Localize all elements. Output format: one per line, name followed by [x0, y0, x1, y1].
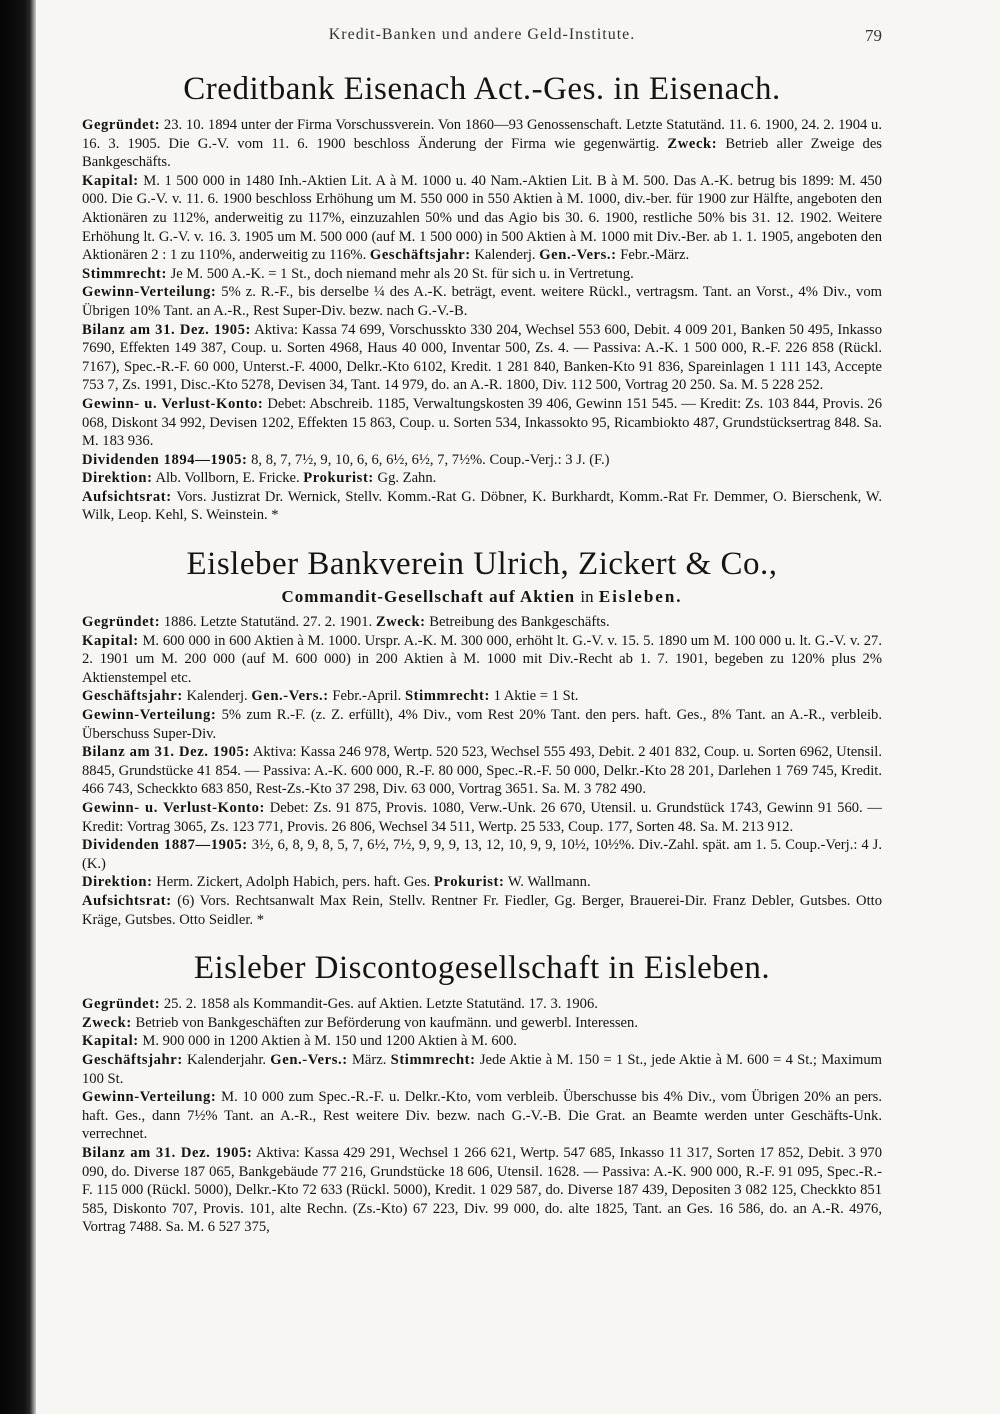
company-subtitle [82, 587, 882, 607]
field-value: 1 Aktie = 1 St. [493, 688, 579, 705]
field-value: 3½, 6, 8, 9, 8, 5, 7, 6½, 7½, 9, 9, 9, 13, 12, 10, 9, 9, 10½, 10½%. Div.-Zahl. spät. am 1. 5. Coup.-Verj.: 4 J. (K.) [82, 837, 882, 872]
entries-list [82, 68, 882, 1237]
entry-paragraph [82, 172, 882, 265]
field-key: Gewinn-Verteilung: [82, 284, 217, 301]
field-key: Gegründet: [82, 117, 161, 133]
page-number: 79 [865, 26, 882, 45]
field-key: Dividenden 1894—1905: [82, 451, 248, 468]
field-key: Aufsichtsrat: [82, 892, 172, 909]
field-key: Bilanz am 31. Dez. 1905: [82, 321, 252, 338]
field-key: Gegründet: [82, 614, 161, 631]
field-key: Gewinn- u. Verlust-Konto: [82, 800, 265, 816]
field-value: M. 900 000 in 1200 Aktien à M. 150 und 1200 Aktien à M. 600. [142, 1033, 517, 1050]
entry-paragraph [82, 995, 882, 1014]
field-key: Dividenden 1887—1905: [82, 837, 248, 854]
field-value: Betrieb von Bankgeschäften zur Beförderung von kaufmänn. und gewerbl. Interessen. [135, 1014, 638, 1031]
company-entry [82, 68, 882, 525]
entry-paragraph [82, 836, 882, 873]
field-value: Vors. Justizrat Dr. Wernick, Stellv. Komm.-Rat G. Döbner, K. Burkhardt, Komm.-Rat Fr. Demmer, O. Bierschenk, W. Wilk, Leop. Kehl, S. Weinstein. * [82, 488, 882, 524]
field-value: Je M. 500 A.-K. = 1 St., doch niemand mehr als 20 St. für sich u. in Vertretung. [170, 265, 634, 282]
field-value: März. [351, 1051, 387, 1068]
field-key: Stimmrecht: [82, 265, 167, 282]
entry-paragraph [82, 395, 882, 451]
field-key: Geschäftsjahr: [82, 1051, 183, 1068]
field-value: M. 600 000 in 600 Aktien à M. 1000. Urspr. A.-K. M. 300 000, erhöht lt. G.-V. v. 15. 5. 1890 um M. 100 000 u. lt. G.-V. v. 27. 2. 1901 um M. 200 000 (auf M. 600 000) in 200 Aktien à M. 1000 mit Div.-Recht ab 1. 7. 1901, begeben zu 120% plus 2% Aktienstempel etc. [82, 632, 882, 686]
field-value: M. 10 000 zum Spec.-R.-F. u. Delkr.-Kto, vom verbleib. Überschusse bis 4% Div., vom Übrigen 20% an pers. haft. Ges., dann 7½% Tant. an A.-R., Rest weitere Div. bezw. nach G.-V.-B. Die Grat. an Beamte werden unter Geschäfts-Unk. verrechnet. [82, 1089, 882, 1143]
field-key: Geschäftsjahr: [369, 247, 471, 264]
field-value: Debet: Zs. 91 875, Provis. 1080, Verw.-Unk. 26 670, Utensil. u. Grundstück 1743, Gewinn 91 560. — Kredit: Vortrag 3065, Zs. 123 771, Provis. 26 806, Wechsel 34 511, Wertp. 25 533, Coup. 177, Sorten 48. Sa. M. 213 912. [82, 800, 882, 835]
field-key: Geschäftsjahr: [82, 688, 183, 705]
field-value: Betreibung des Bankgeschäfts. [429, 614, 610, 631]
entry-paragraph [82, 1032, 882, 1051]
field-key: Bilanz am 31. Dez. 1905: [82, 1144, 253, 1161]
field-value: 25. 2. 1858 als Kommandit-Ges. auf Aktien. Letzte Statutänd. 17. 3. 1906. [163, 996, 598, 1013]
entry-paragraph [82, 116, 882, 172]
field-key: Kapital: [82, 632, 139, 649]
entry-paragraph [82, 451, 882, 470]
field-key: Bilanz am 31. Dez. 1905: [82, 744, 250, 761]
field-value: Jede Aktie à M. 150 = 1 St., jede Aktie à M. 600 = 4 St.; Maximum 100 St. [82, 1051, 882, 1087]
entry-paragraph [82, 283, 882, 320]
field-value: Gg. Zahn. [377, 470, 437, 487]
field-value: Kalenderj. [186, 688, 248, 705]
field-key: Zweck: [82, 1014, 132, 1031]
field-value: Kalenderjahr. [187, 1051, 267, 1068]
field-key: Direktion: [82, 874, 153, 891]
field-key: Prokurist: [433, 874, 505, 891]
field-key: Gewinn-Verteilung: [82, 707, 217, 724]
field-value: Aktiva: Kassa 246 978, Wertp. 520 523, Wechsel 555 493, Debit. 2 401 832, Coup. u. Sorten 6962, Utensil. 8845, Grundstücke 41 854. — Passiva: A.-K. 600 000, R.-F. 80 000, Spec.-R.-F. 50 000, Delkr.-Kto 28 201, Darlehen 1 769 745, Kredit. 466 743, Scheckkto 683 850, Rest-Zs.-Kto 37 298, Div. 63 000, Vortrag 3651. Sa. M. 3 782 490. [82, 744, 882, 798]
entry-paragraph [82, 1144, 882, 1237]
field-value: W. Wallmann. [507, 874, 591, 891]
field-key: Zweck: [375, 614, 426, 631]
field-value: Betrieb aller Zweige des Bankgeschäfts. [82, 135, 882, 171]
entry-paragraph [82, 892, 882, 929]
company-title: Eisleber Bankverein Ulrich, Zickert & Co., [186, 546, 778, 583]
field-value: Aktiva: Kassa 74 699, Vorschusskto 330 204, Wechsel 553 600, Debit. 4 009 201, Banken 50 495, Inkasso 7690, Effekten 149 387, Coup. u. Sorten 4968, Haus 40 000, Inventar 500, Zs. 4. — Passiva: A.-K. 1 500 000, R.-F. 226 858 (Rückl. 7167), Spec.-R.-F. 60 000, Unterst.-F. 4000, Delkr.-Kto 6102, Kredit. 1 281 840, Banken-Kto 91 836, Spareinlagen 1 111 143, Accepte 753 7, Zs. 1991, Disc.-Kto 5278, Devisen 34, Tant. 14 979, do. an A.-R. 1800, Div. 112 500, Vortrag 20 250. Sa. M. 5 228 252. [82, 321, 882, 394]
subtitle-place: Eisleben. [598, 587, 683, 607]
subtitle-main: Commandit-Gesellschaft auf Aktien [281, 587, 576, 607]
field-key: Stimmrecht: [390, 1051, 476, 1068]
field-value: 5% z. R.-F., bis derselbe ¼ des A.-K. beträgt, event. weitere Rückl., vertragsm. Tant. an Vorst., 4% Div., vom Übrigen 10% Tant. an A.-R., Rest Super-Div. bezw. nach G.-V.-B. [82, 284, 882, 319]
field-value: Febr.-April. [332, 688, 402, 705]
field-value: Herm. Zickert, Adolph Habich, pers. haft. Ges. [156, 874, 431, 891]
entry-paragraph [82, 488, 882, 525]
field-key: Stimmrecht: [404, 688, 490, 705]
entry-paragraph [82, 706, 882, 743]
field-key: Gen.-Vers.: [251, 688, 329, 705]
field-key: Direktion: [82, 470, 153, 487]
entry-paragraph [82, 687, 882, 706]
entry-paragraph [82, 1088, 882, 1144]
entry-paragraph [82, 321, 882, 395]
entry-paragraph [82, 743, 882, 799]
field-value: 5% zum R.-F. (z. Z. erfüllt), 4% Div., vom Rest 20% Tant. den pers. haft. Ges., 8% Tant. an A.-R., verbleib. Überschuss Super-Div. [82, 707, 882, 742]
subtitle-in: in [580, 587, 594, 607]
running-head [82, 26, 882, 50]
field-value: M. 1 500 000 in 1480 Inh.-Aktien Lit. A à M. 1000 u. 40 Nam.-Aktien Lit. B à M. 500. Das A.-K. betrug bis 1899: M. 450 000. Die G.-V. v. 11. 6. 1900 beschloss Erhöhung um M. 550 000 in 550 Aktien à M. 1000, div.-ber. für 1900 zur Hälfte, angeboten den Aktionären zu 112%, anderweitig zu 117%, einzuzahlen 50% und das Agio bis 30. 6. 1900, restliche 50% bis 31. 12. 1902. Weitere Erhöhung lt. G.-V. v. 16. 3. 1905 um M. 500 000 (auf M. 1 500 000) in 500 Aktien à M. 1000 mit Div.-Ber. ab 1. 1. 1905, angeboten den Aktionären 2 : 1 zu 110%, anderweitig zu 116%. [82, 172, 882, 264]
entry-paragraph [82, 469, 882, 488]
book-binding-shadow [0, 0, 36, 1414]
field-key: Prokurist: [303, 470, 374, 487]
company-entry [82, 947, 882, 1237]
company-title: Eisleber Discontogesellschaft in Eisleben. [193, 950, 771, 987]
running-title: Kredit-Banken und andere Geld-Institute. [328, 26, 636, 43]
field-value: Debet: Abschreib. 1185, Verwaltungskosten 39 406, Gewinn 151 545. — Kredit: Zs. 103 844, Provis. 26 068, Diskont 34 992, Devisen 1202, Effekten 15 863, Coup. u. Sorten 534, Inkassokto 95, Ricambiokto 487, Grundstücksertrag 848. Sa. M. 183 936. [82, 395, 882, 450]
entry-paragraph [82, 1051, 882, 1088]
field-value: Febr.-März. [620, 247, 690, 264]
field-key: Kapital: [82, 1033, 139, 1050]
field-key: Gen.-Vers.: [270, 1051, 348, 1068]
field-value: Alb. Vollborn, E. Fricke. [155, 470, 300, 487]
field-key: Gen.-Vers.: [539, 247, 617, 264]
entry-paragraph [82, 873, 882, 892]
field-value: Kalenderj. [474, 247, 536, 264]
entry-paragraph [82, 613, 882, 632]
field-value: Aktiva: Kassa 429 291, Wechsel 1 266 621, Wertp. 547 685, Inkasso 11 317, Sorten 17 852, Debit. 3 970 090, do. Diverse 187 065, Bankgebäude 77 216, Grundstücke 18 606, Utensil. 1628. — Passiva: A.-K. 900 000, R.-F. 91 095, Spec.-R.-F. 115 000 (Rückl. 5000), Delkr.-Kto 72 633 (Rückl. 5000), Kredit. 1 029 587, do. Diverse 187 439, Depositen 3 082 125, Checkkto 851 585, Diskonto 707, Provis. 101, alte Rechn. (Zs.-Kto) 67 223, Div. 99 000, do. alte 1825, Tant. an Ges. 16 586, do. an A.-R. 4976, Vortrag 7488. Sa. M. 6 527 375, [82, 1144, 882, 1236]
page [82, 26, 882, 1406]
field-value: 23. 10. 1894 unter der Firma Vorschussverein. Von 1860—93 Genossenschaft. Letzte Statutänd. 11. 6. 1900, 24. 2. 1904 u. 16. 3. 1905. Die G.-V. vom 11. 6. 1900 beschloss Änderung der Firma wie gegenwärtig. [82, 117, 882, 152]
field-value: 8, 8, 7, 7½, 9, 10, 6, 6, 6½, 6½, 7, 7½%. Coup.-Verj.: 3 J. (F.) [251, 451, 610, 468]
entry-paragraph [82, 799, 882, 836]
entry-paragraph [82, 632, 882, 688]
field-key: Gegründet: [82, 996, 161, 1013]
field-key: Aufsichtsrat: [82, 488, 172, 505]
field-value: 1886. Letzte Statutänd. 27. 2. 1901. [163, 614, 373, 631]
company-entry [82, 543, 882, 929]
field-key: Kapital: [82, 172, 139, 189]
field-value: (6) Vors. Rechtsanwalt Max Rein, Stellv. Rentner Fr. Fiedler, Gg. Berger, Brauerei-Dir. Franz Debler, Gutsbes. Otto Kräge, Gutsbes. Otto Seidler. * [82, 892, 882, 928]
company-title: Creditbank Eisenach Act.-Ges. in Eisenach. [183, 71, 781, 107]
field-key: Zweck: [667, 135, 718, 152]
entry-paragraph [82, 265, 882, 284]
field-key: Gewinn-Verteilung: [82, 1089, 217, 1106]
field-key: Gewinn- u. Verlust-Konto: [82, 395, 264, 412]
entry-paragraph [82, 1014, 882, 1033]
